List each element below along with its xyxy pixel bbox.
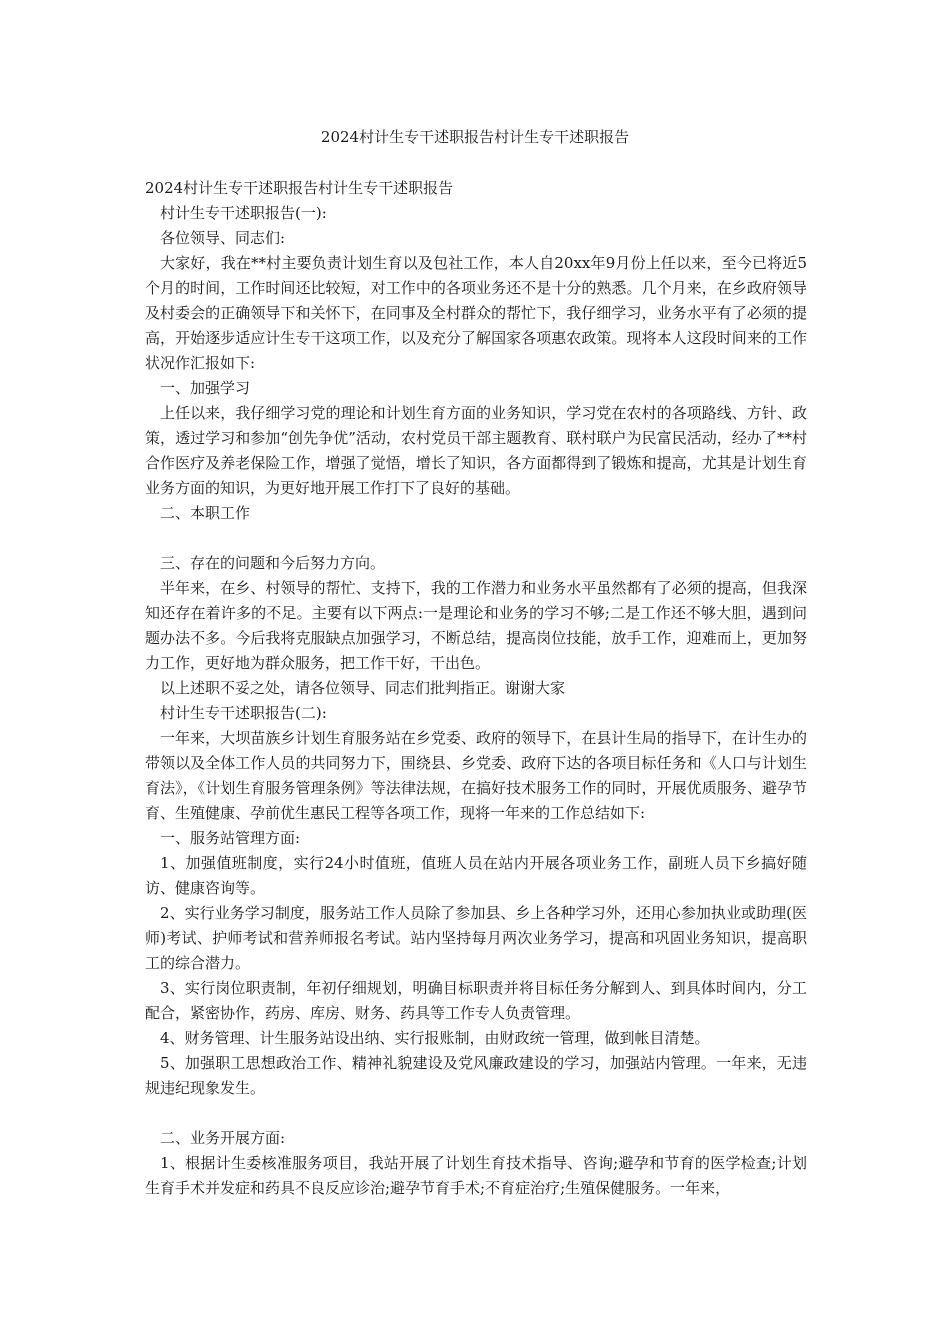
paragraph: 一年来，大坝苗族乡计划生育服务站在乡党委、政府的领导下，在县计生局的指导下，在计生办的带领以及全体工作人员的共同努力下，围绕县、乡党委、政府下达的各项目标任务和《人口与计划生育法》，《计划生育服务管理条例》等法律法规，在搞好技术服务工作的同时，开展优质服务、避孕节育、生殖健康、孕前优生惠民工程等各项工作，现将一年来的工作总结如下: bbox=[145, 729, 807, 822]
paragraph: 村计生专干述职报告(一): bbox=[160, 204, 327, 222]
page-title: 2024村计生专干述职报告村计生专干述职报告 bbox=[320, 128, 630, 146]
blank-line bbox=[145, 1101, 807, 1126]
paragraph: 一、加强学习 bbox=[160, 379, 251, 397]
paragraph: 上任以来，我仔细学习党的理论和计划生育方面的业务知识，学习党在农村的各项路线、方针、政策，透过学习和参加“创先争优”活动，农村党员干部主题教育、联村联户为民富民活动，经办了**村合作医疗及养老保险工作，增强了觉悟，增长了知识，各方面都得到了锻炼和提高，尤其是计划生育业务方面的知识，为更好地开展工作打下了良好的基础。 bbox=[145, 404, 807, 497]
paragraph: 三、存在的问题和今后努力方向。 bbox=[160, 554, 386, 572]
paragraph: 半年来，在乡、村领导的帮忙、支持下，我的工作潜力和业务水平虽然都有了必须的提高，但我深知还存在着许多的不足。主要有以下两点:一是理论和业务的学习不够;二是工作还不够大胆，遇到问题办法不多。今后我将克服缺点加强学习，不断总结，提高岗位技能，放手工作，迎难而上，更加努力工作，更好地为群众服务，把工作干好，干出色。 bbox=[145, 579, 807, 672]
paragraph: 大家好，我在**村主要负责计划生育以及包社工作，本人自20xx年9月份上任以来，至今已将近5个月的时间，工作时间还比较短，对工作中的各项业务还不是十分的熟悉。几个月来，在乡政府领导及村委会的正确领导下和关怀下，在同事及全村群众的帮忙下，我仔细学习，业务水平有了必须的提高，开始逐步适应计生专干这项工作，以及充分了解国家各项惠农政策。现将本人这段时间来的工作状况作汇报如下: bbox=[145, 254, 807, 372]
paragraph: 4、财务管理、计生服务站设出纳、实行报账制，由财政统一管理，做到帐目清楚。 bbox=[160, 1029, 710, 1047]
blank-line bbox=[145, 526, 807, 551]
paragraph: 以上述职不妥之处，请各位领导、同志们批判指正。谢谢大家 bbox=[160, 679, 566, 697]
paragraph: 2、实行业务学习制度，服务站工作人员除了参加县、乡上各种学习外，还用心参加执业或助理(医师)考试、护师考试和营养师报名考试。站内坚持每月两次业务学习，提高和巩固业务知识，提高职工的综合潜力。 bbox=[145, 904, 807, 972]
paragraph: 一、服务站管理方面: bbox=[160, 829, 301, 847]
paragraph: 2024村计生专干述职报告村计生专干述职报告 bbox=[145, 179, 454, 197]
paragraph: 1、根据计生委核准服务项目，我站开展了计划生育技术指导、咨询;避孕和节育的医学检查;计划生育手术并发症和药具不良反应诊治;避孕节育手术;不育症治疗;生殖保健服务。一年来， bbox=[145, 1154, 807, 1197]
paragraph: 1、加强值班制度，实行24小时值班，值班人员在站内开展各项业务工作，副班人员下乡搞好随访、健康咨询等。 bbox=[145, 854, 807, 897]
paragraph: 二、业务开展方面: bbox=[160, 1129, 286, 1147]
paragraph: 各位领导、同志们: bbox=[160, 229, 286, 247]
paragraph: 5、加强职工思想政治工作、精神礼貌建设及党风廉政建设的学习，加强站内管理。一年来，无违规违纪现象发生。 bbox=[145, 1054, 807, 1097]
paragraph: 村计生专干述职报告(二): bbox=[160, 704, 327, 722]
document-body bbox=[145, 176, 807, 1201]
paragraph: 二、本职工作 bbox=[160, 504, 251, 522]
paragraph: 3、实行岗位职责制，年初仔细规划，明确目标职责并将目标任务分解到人、到具体时间内，分工配合，紧密协作，药房、库房、财务、药具等工作专人负责管理。 bbox=[145, 979, 807, 1022]
